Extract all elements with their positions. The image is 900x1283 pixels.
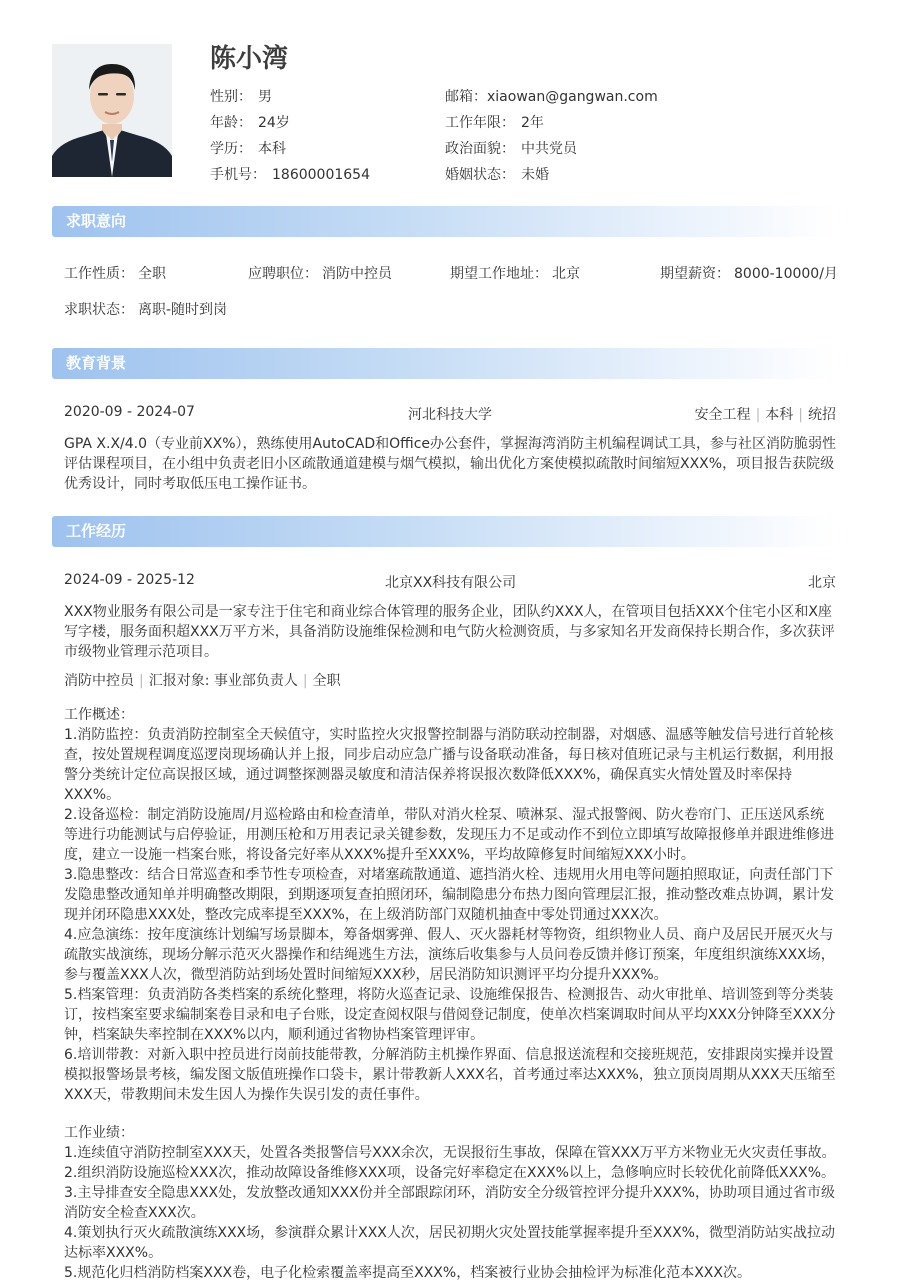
work-period: 2024-09 - 2025-12 bbox=[64, 572, 195, 588]
info-value: 男 bbox=[258, 89, 272, 105]
overview-item: 3.隐患整改：结合日常巡查和季节性专项检查，对堵塞疏散通道、遮挡消火栓、违规用火用电等问题拍照取证，向责任部门下发隐患整改通知单并明确整改期限，到期逐项复查拍照闭环，编制隐患分布热力图向管理层汇报，推动整改难点协调，累计发现并闭环隐患XXX处，整改完成率提至XXX%，在上级消防部门双随机抽查中零处罚通过XXX次。 bbox=[64, 867, 834, 923]
info-value: 中共党员 bbox=[521, 141, 577, 157]
education-description: GPA X.X/4.0（专业前XX%），熟练使用AutoCAD和Office办公套件，掌握海湾消防主机编程调试工具，参与社区消防脆弱性评估课程项目，在小组中负责老旧小区疏散通道建模与烟气模拟，输出优化方案使模拟疏散时间缩短XXX%，项目报告获院级优秀设计，同时考取低压电工操作证书。 bbox=[64, 436, 837, 492]
achievement-item: 4.策划执行灭火疏散演练XXX场，参演群众累计XXX人次，居民初期火灾处置技能掌握率提升至XXX%，微型消防站实战拉动达标率XXX%。 bbox=[64, 1225, 835, 1261]
intent-position bbox=[248, 263, 392, 283]
info-label: 学历： bbox=[210, 141, 252, 157]
achievement-item: 1.连续值守消防控制室XXX天，处置各类报警信号XXX余次，无误报衍生事故，保障在管XXX万平方米物业无火灾责任事故。 bbox=[64, 1145, 836, 1161]
section-header-education bbox=[52, 348, 836, 379]
section-title: 教育背景 bbox=[66, 354, 127, 372]
work-job-type: 全职 bbox=[312, 673, 341, 689]
work-company: 北京XX科技有限公司 bbox=[385, 575, 517, 591]
info-value: 2年 bbox=[521, 115, 544, 131]
info-value: 24岁 bbox=[258, 115, 290, 131]
overview-title: 工作概述： bbox=[64, 707, 134, 723]
info-label: 邮箱： bbox=[445, 89, 487, 105]
company-description: XXX物业服务有限公司是一家专注于住宅和商业综合体管理的服务企业，团队约XXX人，在管项目包括XXX个住宅小区和X座写字楼，服务面积超XXX万平方米，具备消防设施维保检测和电气防火检测资质，与多家知名开发商保持长期合作，多次获评市级物业管理示范项目。 bbox=[64, 604, 835, 660]
work-role: 消防中控员 bbox=[64, 673, 134, 689]
intent-salary bbox=[660, 263, 838, 283]
intent-label: 期望工作地址： bbox=[450, 266, 548, 282]
achievements-title: 工作业绩： bbox=[64, 1125, 134, 1141]
intent-label: 求职状态： bbox=[64, 302, 134, 318]
info-label: 政治面貌： bbox=[445, 141, 515, 157]
education-period: 2020-09 - 2024-07 bbox=[64, 404, 195, 420]
intent-value: 8000-10000/月 bbox=[734, 266, 838, 282]
intent-label: 工作性质： bbox=[64, 266, 134, 282]
achievement-item: 2.组织消防设施巡检XXX次，推动故障设备维修XXX项，设备完好率稳定在XXX%以上，急修响应时长较优化前降低XXX%。 bbox=[64, 1165, 836, 1181]
basic-info-right bbox=[445, 84, 658, 188]
intent-label: 应聘职位： bbox=[248, 266, 318, 282]
intent-value: 消防中控员 bbox=[322, 266, 392, 282]
info-marital-status bbox=[445, 162, 658, 188]
candidate-name: 陈小湾 bbox=[210, 44, 289, 74]
info-email bbox=[445, 84, 658, 110]
info-label: 婚姻状态： bbox=[445, 167, 515, 183]
achievement-item: 5.规范化归档消防档案XXX卷，电子化检索覆盖率提高至XXX%，档案被行业协会抽检评为标准化范本XXX次。 bbox=[64, 1265, 751, 1281]
achievement-item: 3.主导排查安全隐患XXX处，发放整改通知XXX份并全部跟踪闭环，消防安全分级管控评分提升XXX%，协助项目通过省市级消防安全检查XXX次。 bbox=[64, 1185, 835, 1221]
intent-location bbox=[450, 263, 580, 283]
education-school: 河北科技大学 bbox=[408, 407, 492, 423]
avatar-illustration bbox=[52, 44, 172, 177]
section-header-work bbox=[52, 516, 836, 547]
education-major-info bbox=[695, 404, 836, 424]
work-report-to: 汇报对象: 事业部负责人 bbox=[148, 673, 298, 689]
intent-value: 全职 bbox=[138, 266, 166, 282]
divider: | bbox=[139, 673, 144, 689]
work-role-info bbox=[64, 670, 341, 690]
section-title: 求职意向 bbox=[66, 212, 127, 230]
info-phone bbox=[210, 162, 370, 188]
info-age bbox=[210, 110, 370, 136]
education-major: 安全工程 bbox=[694, 407, 751, 423]
section-title: 工作经历 bbox=[66, 522, 127, 540]
education-degree: 本科 bbox=[765, 407, 794, 423]
basic-info-left bbox=[210, 84, 370, 188]
overview-item: 4.应急演练：按年度演练计划编写场景脚本，筹备烟雾弹、假人、灭火器耗材等物资，组织物业人员、商户及居民开展灭火与疏散实战演练，现场分解示范灭火器操作和结绳逃生方法，演练后收集参与人员问卷反馈并修订预案，年度组织演练XXX场，参与覆盖XXX人次，微型消防站到场处置时间缩短XXX秒，居民消防知识测评平均分提升XXX%。 bbox=[64, 927, 835, 983]
divider: | bbox=[798, 407, 803, 423]
info-political-status bbox=[445, 136, 658, 162]
overview-item: 5.档案管理：负责消防各类档案的系统化整理，将防火巡查记录、设施维保报告、检测报告、动火审批单、培训签到等分类装订，按档案室要求编制案卷目录和电子台账，设定查阅权限与借阅登记制度，使单次档案调取时间从平均XXX分钟降至XXX分钟，档案缺失率控制在XXX%以内，顺利通过省物协档案管理评审。 bbox=[64, 987, 836, 1043]
info-label: 手机号： bbox=[210, 167, 266, 183]
info-label: 年龄： bbox=[210, 115, 252, 131]
intent-label: 期望薪资： bbox=[660, 266, 730, 282]
info-value: 本科 bbox=[258, 141, 286, 157]
info-value: 18600001654 bbox=[272, 167, 370, 183]
info-value: 未婚 bbox=[521, 167, 549, 183]
overview-item: 2.设备巡检：制定消防设施周/月巡检路由和检查清单，带队对消火栓泵、喷淋泵、湿式报警阀、防火卷帘门、正压送风系统等进行功能测试与启停验证，用测压枪和万用表记录关键参数，发现压力不足或动作不到位立即填写故障报修单并跟进维修进度，建立一设施一档案台账，将设备完好率从XXX%提升至XXX%，平均故障修复时间缩短XXX小时。 bbox=[64, 807, 834, 863]
info-gender bbox=[210, 84, 370, 110]
section-header-intent bbox=[52, 206, 836, 237]
divider: | bbox=[302, 673, 308, 689]
intent-job-type bbox=[64, 263, 166, 283]
avatar-photo bbox=[52, 44, 172, 177]
info-value: xiaowan@gangwan.com bbox=[487, 89, 658, 105]
work-city: 北京 bbox=[808, 575, 836, 591]
overview-item: 1.消防监控：负责消防控制室全天候值守，实时监控火灾报警控制器与消防联动控制器，对烟感、温感等触发信号进行首轮核查，按处置规程调度巡逻岗现场确认并上报，同步启动应急广播与设备联动准备，每日核对值班记录与主机运行数据，利用报警分类统计定位高误报区域，通过调整探测器灵敏度和清洁保养将误报次数降低XXX%，确保真实火情处置及时率保持XXX%。 bbox=[64, 727, 834, 803]
info-label: 工作年限： bbox=[445, 115, 515, 131]
overview-item: 6.培训带教：对新入职中控员进行岗前技能带教，分解消防主机操作界面、信息报送流程和交接班规范，安排跟岗实操并设置模拟报警场景考核，编发图文版值班操作口袋卡，累计带教新人XXX名，首考通过率达XXX%，独立顶岗周期从XXX天压缩至XXX天，带教期间未发生因人为操作失误引发的责任事件。 bbox=[64, 1047, 836, 1103]
divider: | bbox=[755, 407, 761, 423]
info-education bbox=[210, 136, 370, 162]
info-label: 性别： bbox=[210, 89, 252, 105]
intent-value: 北京 bbox=[552, 266, 580, 282]
intent-value: 离职-随时到岗 bbox=[138, 302, 228, 318]
work-overview bbox=[64, 705, 838, 1105]
work-achievements bbox=[64, 1123, 838, 1283]
education-mode: 统招 bbox=[808, 407, 836, 423]
intent-status bbox=[64, 299, 227, 319]
info-work-years bbox=[445, 110, 658, 136]
